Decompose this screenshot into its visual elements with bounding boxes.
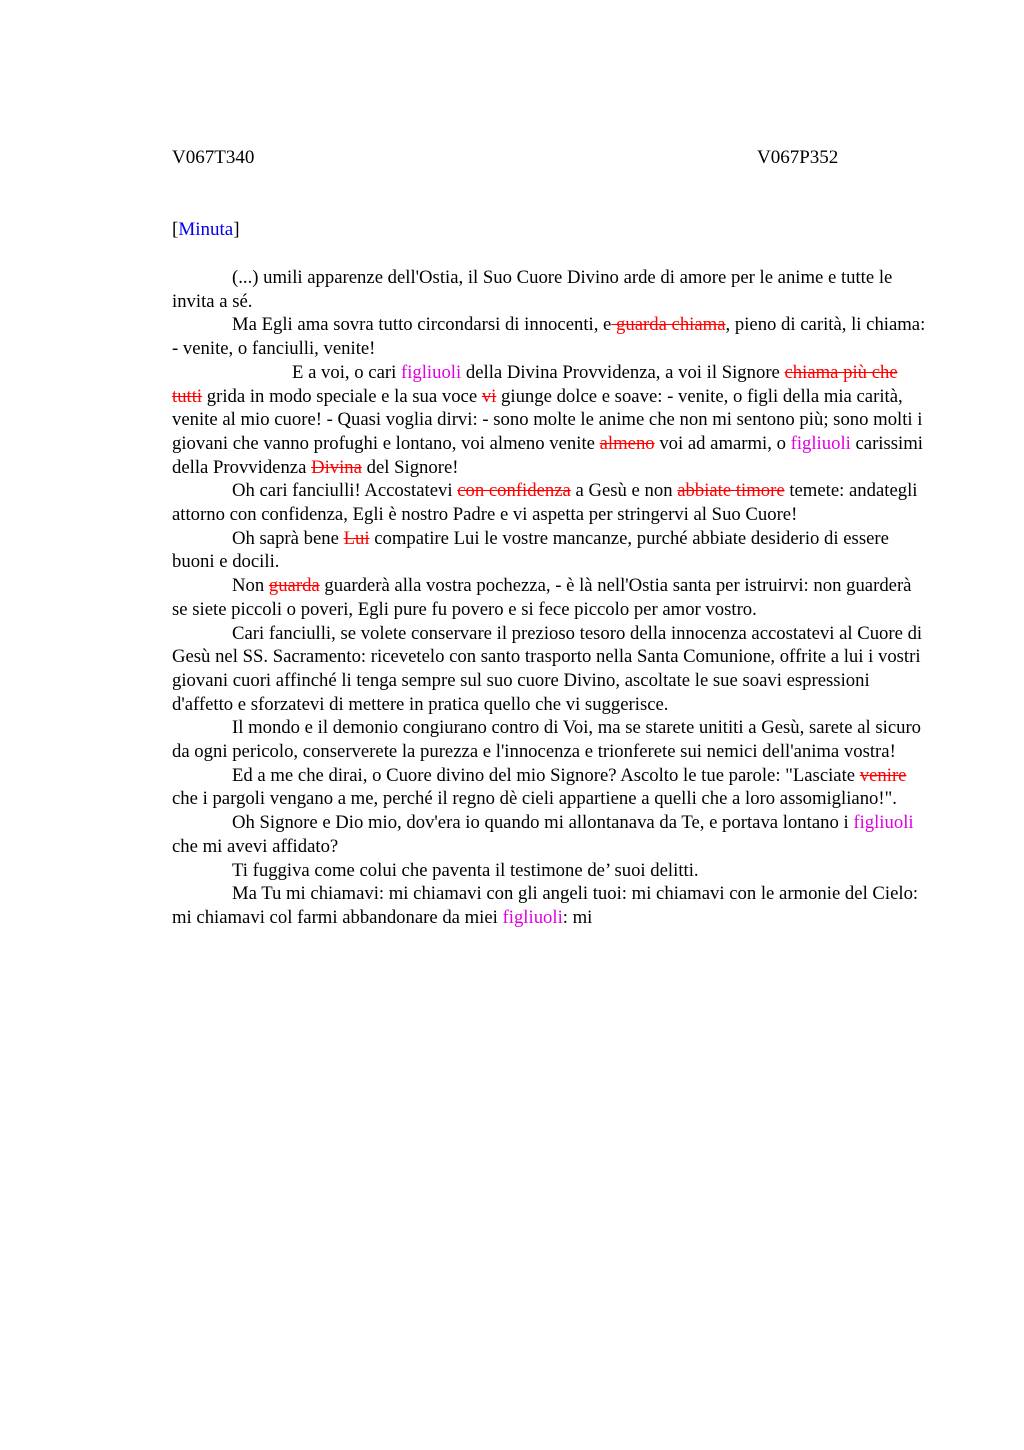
document-code-left: V067T340 <box>172 147 255 168</box>
deleted-text: abbiate timore <box>677 480 785 502</box>
text-run: : mi <box>562 906 593 928</box>
paragraph <box>172 266 928 313</box>
text-run: Ti fuggiva come colui che paventa il testimone de’ suoi delitti. <box>232 859 699 881</box>
text-run: Ma Tu mi chiamavi: mi chiamavi con gli angeli tuoi: mi chiamavi con le armonie del Cielo: mi chiamavi col farmi abbandonare da miei <box>172 883 919 928</box>
paragraph <box>172 527 928 574</box>
text-run: carissimi della Provvidenza <box>172 432 923 478</box>
text-run: guarderà alla vostra pochezza, - è là nell'Ostia santa per istruirvi: non guarderà se siete piccoli o poveri, Egli pure fu povero e si fece piccolo per amor vostro. <box>172 575 912 620</box>
text-run: che i pargoli vengano a me, perché il regno dè cieli appartiene a quelli che a loro assomigliano!". <box>172 788 897 810</box>
text-run: a Gesù e non <box>570 480 678 502</box>
text-run: Oh saprà bene <box>232 527 344 549</box>
text-run: E a voi, o cari <box>292 361 401 383</box>
text-run: Il mondo e il demonio congiurano contro di Voi, ma se starete unititi a Gesù, sarete al sicuro da ogni pericolo, conserverete la purezza e l'innocenza e trionferete sui nemici dell'anima vostra! <box>172 717 922 763</box>
text-run: Oh cari fanciulli! Accostatevi <box>232 480 458 502</box>
deleted-text: almeno <box>599 432 655 454</box>
paragraph <box>172 361 928 480</box>
text-run: temete: andategli attorno con confidenza, Egli è nostro Padre e vi aspetta per stringervi al Suo Cuore! <box>172 480 918 526</box>
text-run: Non <box>232 575 269 597</box>
text-run: Cari fanciulli, se volete conservare il prezioso tesoro della innocenza accostatevi al Cuore di Gesù nel SS. Sacramento: ricevetelo con santo trasporto nella Santa Comunione, offrite a lui i vostri giovani cuori affinché li tenga sempre sul suo cuore Divino, ascoltate le sue soavi espressioni d'affetto e sforzatevi di mettere in pratica quello che vi suggerisce. <box>172 622 923 715</box>
bracket-close: ] <box>233 219 240 240</box>
paragraph <box>172 622 928 717</box>
document-code-right: V067P352 <box>757 147 839 168</box>
highlighted-word: figliuoli <box>502 906 563 928</box>
deleted-text: guarda chiama <box>611 314 726 336</box>
bracket-open: [ <box>172 219 179 240</box>
paragraph <box>172 882 928 929</box>
text-run: voi ad amarmi, o <box>654 432 791 454</box>
deleted-text: Lui <box>343 527 370 549</box>
text-run: , pieno di carità, li chiama: - venite, o fanciulli, venite! <box>172 314 926 360</box>
text-run: (...) umili apparenze dell'Ostia, il Suo Cuore Divino arde di amore per le anime e tutte le invita a sé. <box>172 267 893 312</box>
minuta-label <box>172 219 240 241</box>
deleted-text: vi <box>481 385 497 407</box>
paragraph <box>172 479 928 526</box>
paragraph <box>172 859 928 883</box>
paragraph <box>172 313 928 360</box>
text-run: della Divina Provvidenza, a voi il Signore <box>461 361 785 383</box>
deleted-text: venire <box>859 764 907 786</box>
text-run: che mi avevi affidato? <box>172 835 339 857</box>
text-run: Ed a me che dirai, o Cuore divino del mio Signore? Ascolto le tue parole: "Lasciate <box>232 764 860 786</box>
text-run: compatire Lui le vostre mancanze, purché abbiate desiderio di essere buoni e docili. <box>172 527 889 573</box>
text-run: del Signore! <box>361 456 459 478</box>
minuta-word: Minuta <box>178 219 234 240</box>
document-body <box>172 266 928 930</box>
paragraph <box>172 574 928 621</box>
paragraph <box>172 811 928 858</box>
text-run: Oh Signore e Dio mio, dov'era io quando mi allontanava da Te, e portava lontano i <box>232 812 854 834</box>
paragraph <box>172 716 928 763</box>
deleted-text: guarda <box>268 575 320 597</box>
highlighted-word: figliuoli <box>853 812 914 834</box>
text-run: giunge dolce e soave: - venite, o figli della mia carità, venite al mio cuore! - Quasi voglia dirvi: - sono molte le anime che non mi sentono più; sono molti i giovani che vanno profughi e lontano, voi almeno venite <box>172 385 923 454</box>
text-run: Ma Egli ama sovra tutto circondarsi di innocenti, e <box>232 314 612 336</box>
paragraph <box>172 764 928 811</box>
deleted-text: con confidenza <box>457 480 571 502</box>
highlighted-word: figliuoli <box>400 361 462 383</box>
text-run: grida in modo speciale e la sua voce <box>202 385 482 407</box>
deleted-text: Divina <box>311 456 362 478</box>
highlighted-word: figliuoli <box>790 432 851 454</box>
deleted-text: chiama più che tutti <box>172 361 898 407</box>
